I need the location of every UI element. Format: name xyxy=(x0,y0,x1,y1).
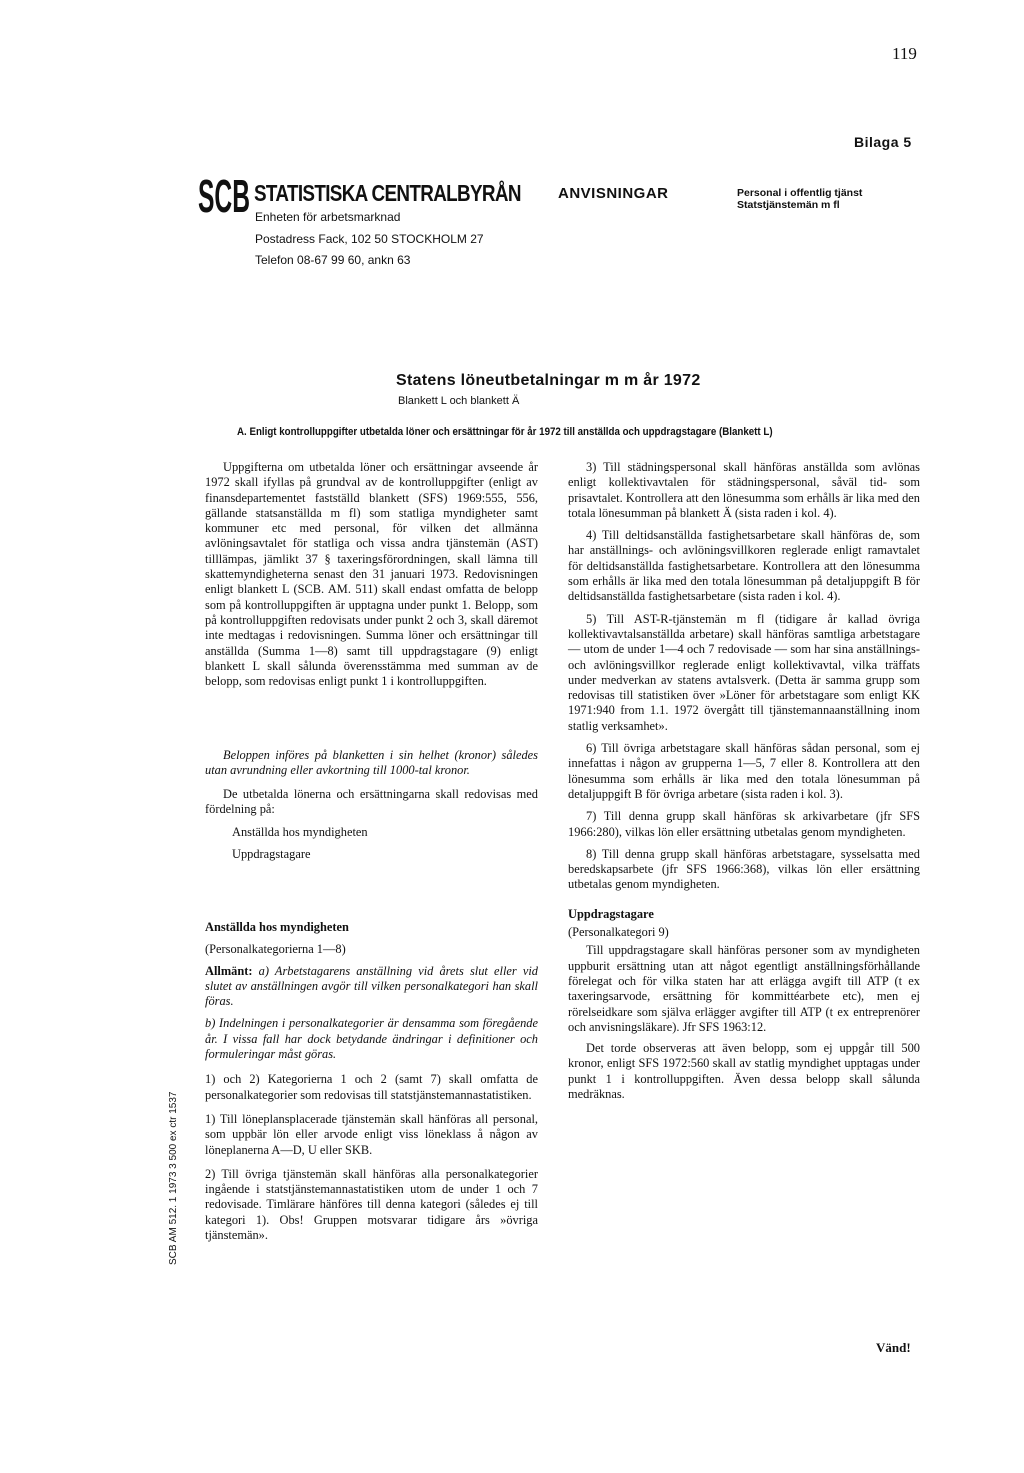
category-6: 6) Till övriga arbetstagare skall hänföras sådan personal, som ej innefattas i någon av grupperna 1—5, 7 eller 8. Kontrollera att den lönesumma som erhålls är lika med den totala lönesumman på detaljuppgift B för övriga arbetare (sista raden i kol. 3). xyxy=(568,741,920,801)
org-phone: Telefon 08-67 99 60, ankn 63 xyxy=(255,253,411,267)
category-3: 3) Till städningspersonal skall hänföras anställda som avlönas enligt kollektivavtalen för städningspersonal, såväl tid- som prisavtalet. Kontrollera att den lönesumma som erhålls är lika med den totala lönesumman på blankett Ä (sista raden i kol. 4). xyxy=(568,460,920,520)
category-7: 7) Till denna grupp skall hänföras sk arkivarbetare (jfr SFS 1966:280), vilkas lön eller ersättning utbetalas genom myndigheten. xyxy=(568,809,920,839)
allmant-b xyxy=(205,1016,538,1062)
allmant-b-text: b) Indelningen i personalkategorier är densamma som föregående år. I vissa fall har dock betydande ändringar i definitioner och formuleringar måst göras. xyxy=(205,1016,538,1062)
category-4: 4) Till deltidsanställda fastighetsarbetare skall hänföras de, som har anställnings- och avlöningsvillkoren reglerade enligt ramavtalet för deltidsanställda fastighetsarbetare. Kontrollera att den lönesumma som erhålls är lika med den totala lönesumman på detaljuppgift B för deltidsanställda fastighetsarbetare (sista raden i kol. 4). xyxy=(568,528,920,604)
turn-page-note: Vänd! xyxy=(876,1340,911,1355)
org-name: STATISTISKA CENTRALBYRÅN xyxy=(254,180,521,206)
allmant-a-text: a) Arbetstagarens anställning vid årets slut eller vid slutet av anställningen avgör till vilken personalkategori han skall föras. xyxy=(205,963,538,1009)
left-column-categories xyxy=(205,920,538,1243)
page-number: 119 xyxy=(892,44,917,63)
uppdragstagare-paragraph: Till uppdragstagare skall hänföras personer som av myndigheten uppburit ersättning utan att något egentligt anställningsförhållande förelegat och för vilka staten har att erlägga avgift till ATP (t ex taxeringsarvode, ersättning för kommittéarbete etc), men ej rörelseidkare som själva erlägger avgifter till ATP (t ex entreprenörer och anvisningsläkare). Jfr SFS 1963:12. xyxy=(568,943,920,1034)
allmant-label: Allmänt: xyxy=(205,963,253,978)
personal-line-1: Personal i offentlig tjänst xyxy=(737,187,863,199)
personalkategori-9-heading: (Personalkategori 9) xyxy=(568,925,669,940)
personal-heading xyxy=(737,187,862,211)
svg-text:SCB: SCB xyxy=(198,170,250,222)
org-address: Postadress Fack, 102 50 STOCKHOLM 27 xyxy=(255,232,484,246)
distribution-paragraph: De utbetalda lönerna och ersättningarna skall redovisas med fördelning på: xyxy=(205,786,538,816)
page-subtitle: Blankett L och blankett Ä xyxy=(398,395,520,407)
category-2: 2) Till övriga tjänstemän skall hänföras alla personalkategorier ingående i statstjänstemannastatistiken utom de under 1 och 7 redovisade. Timlärare hänföres till denna kategori (således ej till kategori 1). Obs! Gruppen motsvarar tidigare års »övriga tjänstemän». xyxy=(205,1166,538,1243)
page-title: Statens löneutbetalningar m m år 1972 xyxy=(396,372,701,389)
observation-paragraph: Det torde observeras att även belopp, som ej uppgår till 500 kronor, enligt SFS 1972:560 skall av statlig myndighet upptagas under punkt 1 i kontrolluppgiften. Även dessa belopp skall sålunda medräknas. xyxy=(568,1041,920,1101)
right-column xyxy=(568,460,920,1102)
intro-paragraph: Uppgifterna om utbetalda löner och ersättningar avseende år 1972 skall ifyllas på grundval av de kontrolluppgifter (enligt av finansdepartementet fastställd blankett (SFS) 1969:555, 556, gällande statsanställda m fl) som statliga myndigheter samt kommuner etc med personal, för vilken det allmänna avlöningsavtalet för statliga och vissa andra tjänstemän (AST) tilllämpas, jämlikt 37 § taxeringsförordningen, skall lämna till skattemyndigheterna senast den 31 januari 1973. Redovisningen enligt blankett L (SCB. AM. 511) skall endast omfatta de belopp som på kontrolluppgiften är upptagna under punkt 1. Belopp, som på kontrolluppgiften redovisats under punkt 2 och 3, skall däremot inte medtagas i redovisningen. Summa löner och ersättningar till anställda (Summa 1—8) samt till uppdragstagare (9) enligt blankett L skall sålunda överensstämma med summan av de belopp, som redovisas enligt punkt 1 i kontrolluppgiften. xyxy=(205,460,538,689)
distribution-item-1: Anställda hos myndigheten xyxy=(232,825,368,840)
scb-logo xyxy=(198,162,250,222)
anstallda-heading-text: Anställda hos myndigheten xyxy=(205,920,349,934)
bilaga-label: Bilaga 5 xyxy=(854,134,912,150)
category-8: 8) Till denna grupp skall hänföras arbetstagare, sysselsatta med beredskapsarbete (jfr SFS 1966:368), vilkas lön eller ersättning utbetalas genom myndigheten. xyxy=(568,846,920,892)
personalkategorier-heading: (Personalkategorierna 1—8) xyxy=(205,942,346,957)
allmant-a xyxy=(205,964,538,1010)
uppdragstagare-heading-text: Uppdragstagare xyxy=(568,906,654,921)
category-1-2: 1) och 2) Kategorierna 1 och 2 (samt 7) skall omfatta de personalkategorier som redovisas till statstjänstemannastatistiken. xyxy=(205,1072,538,1102)
personal-line-2: Statstjänstemän m fl xyxy=(737,199,840,211)
print-code-sidebar: SCB AM 512. 1 1973 3 500 ex ctr 1537 xyxy=(168,1091,179,1265)
amount-note-text: Beloppen införes på blanketten i sin helhet (kronor) således utan avrundning eller avkortning till 1000-tal kronor. xyxy=(205,748,538,778)
anstallda-heading xyxy=(205,920,538,935)
left-column-instructions xyxy=(205,748,538,863)
category-1: 1) Till löneplansplacerade tjänstemän skall hänföras all personal, som uppbär lön eller arvode enligt viss löneklass å någon av löneplanerna A—D, U eller SKB. xyxy=(205,1111,538,1157)
distribution-item-2: Uppdragstagare xyxy=(232,847,311,862)
section-a-heading: A. Enligt kontrolluppgifter utbetalda löner och ersättningar för år 1972 till anställda och uppdragstagare (Blankett L) xyxy=(237,426,773,438)
category-5: 5) Till AST-R-tjänstemän m fl (tidigare år kallad övriga kollektivavtalsanställda arbetare) skall hänföras samtliga arbetstagare — utom de under 1—4 och 7 redovisade — som har sina anställnings- och avlöningsvillkor reglerade enligt kollektivavtal, vilka träffats under medverkan av statens avtalsverk. (Detta är samma grupp som redovisas till statistiken över »Löner för arbetstagare som enligt KK 1971:940 from 1.1. 1972 övergått till tjänstemannaanställning inom statlig verksamhet». xyxy=(568,611,920,733)
left-column-intro xyxy=(205,460,538,689)
amount-note xyxy=(205,748,538,779)
doc-type: ANVISNINGAR xyxy=(558,185,669,202)
uppdragstagare-heading xyxy=(568,907,920,922)
org-unit: Enheten för arbetsmarknad xyxy=(255,210,401,224)
